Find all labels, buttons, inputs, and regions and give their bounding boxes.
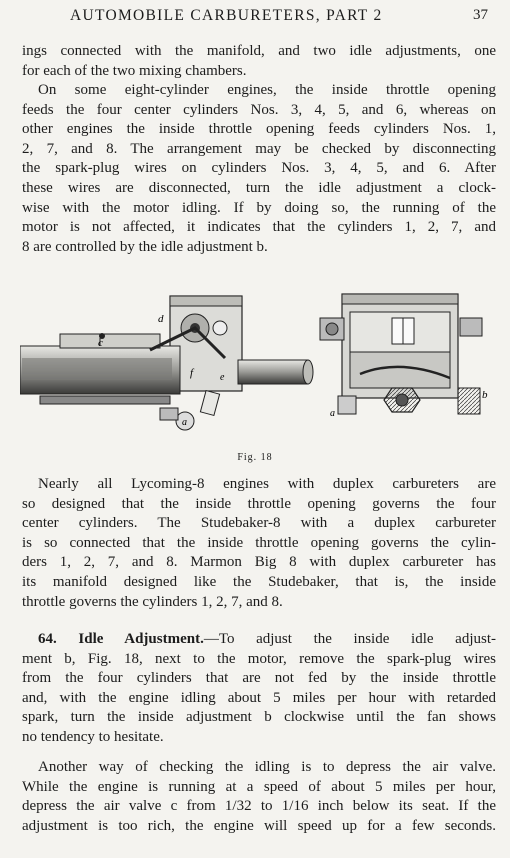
left-carbureter-view bbox=[20, 296, 313, 430]
paragraph-air-valve bbox=[22, 758, 496, 836]
label-d: d bbox=[158, 313, 164, 325]
figure-caption: Fig. 18 bbox=[237, 452, 273, 463]
text-line: other engines the inside throttle opening feeds cylinders Nos. 1, bbox=[22, 121, 496, 138]
text-line: throttle governs the cylinders 1, 2, 7, and 8. bbox=[22, 593, 283, 610]
label-e: e bbox=[220, 372, 225, 383]
text-line: ment b, Fig. 18, next to the motor, remove the spark-plug wires bbox=[22, 650, 496, 667]
section-heading: 64. Idle Adjustment. bbox=[38, 631, 204, 647]
text-line: the spark-plug wires on cylinders Nos. 3, 4, 5, and 6. After bbox=[22, 160, 496, 177]
text-line: spark, turn the inside adjustment b clockwise until the fan shows bbox=[22, 709, 496, 726]
label-c: c bbox=[98, 337, 103, 349]
text-line: for each of the two mixing chambers. bbox=[22, 62, 247, 79]
paragraph-lycoming bbox=[22, 475, 496, 612]
text-line: its manifold designed like the Studebaker, that is, the inside bbox=[22, 573, 496, 590]
text-line: is so connected that the inside throttle opening governs the cylin- bbox=[22, 534, 496, 551]
text-line: wise with the motor idling. If by doing so, the running of the bbox=[22, 199, 496, 216]
text-line: feeds the four center cylinders Nos. 3, 4, 5, and 6, whereas on bbox=[22, 101, 496, 118]
right-carbureter-view bbox=[320, 294, 488, 419]
text-line: Nearly all Lycoming-8 engines with duplex carbureters are bbox=[38, 476, 496, 492]
text-line: motor is not affected, it indicates that the cylinders 1, 2, 7, and bbox=[22, 219, 496, 236]
text-line: ders 1, 2, 7, and 8. Marmon Big 8 with duplex carbureter has bbox=[22, 554, 496, 571]
text-line: so designed that the inside throttle opening governs the four bbox=[22, 495, 496, 512]
label-a-right: a bbox=[330, 408, 335, 419]
label-b: b bbox=[482, 389, 488, 401]
paragraph-eight-cylinder bbox=[22, 81, 496, 257]
carbureter-illustration bbox=[20, 288, 490, 448]
figure-18 bbox=[20, 288, 490, 468]
paragraph-continuation bbox=[22, 42, 496, 81]
text-line bbox=[22, 630, 496, 650]
text-line: from the four cylinders that are not fed by the inside throttle bbox=[22, 670, 496, 687]
text-line: depress the air valve c from 1/32 to 1/16 inch below its seat. If the bbox=[22, 798, 496, 815]
text-line: adjustment is too rich, the engine will speed up for a few seconds. bbox=[22, 817, 496, 834]
text-line: center cylinders. The Studebaker-8 with a duplex carbureter bbox=[22, 515, 496, 532]
text-run: —To adjust the inside idle adjust- bbox=[203, 631, 497, 647]
running-title: AUTOMOBILE CARBURETERS, PART 2 bbox=[70, 7, 383, 24]
text-line: no tendency to hesitate. bbox=[22, 728, 164, 745]
page-header bbox=[0, 6, 510, 28]
label-a-left: a bbox=[182, 417, 187, 428]
text-line: Another way of checking the idling is to depress the air valve. bbox=[38, 759, 496, 775]
text-line: While the engine is running at a speed of about 5 miles per hour, bbox=[22, 778, 496, 795]
text-line: On some eight-cylinder engines, the inside throttle opening bbox=[38, 82, 496, 98]
text-line: ings connected with the manifold, and two idle adjustments, one bbox=[22, 43, 496, 59]
label-f: f bbox=[190, 367, 194, 379]
section-64-idle-adjustment bbox=[22, 630, 496, 748]
text-line: these wires are disconnected, turn the idle adjustment a clock- bbox=[22, 179, 496, 196]
text-line: 2, 7, and 8. The arrangement may be checked by disconnecting bbox=[22, 140, 496, 157]
text-line: and, with the engine idling about 5 miles per hour with retarded bbox=[22, 689, 496, 706]
text-line: 8 are controlled by the idle adjustment b. bbox=[22, 238, 268, 255]
page-number: 37 bbox=[473, 7, 488, 23]
